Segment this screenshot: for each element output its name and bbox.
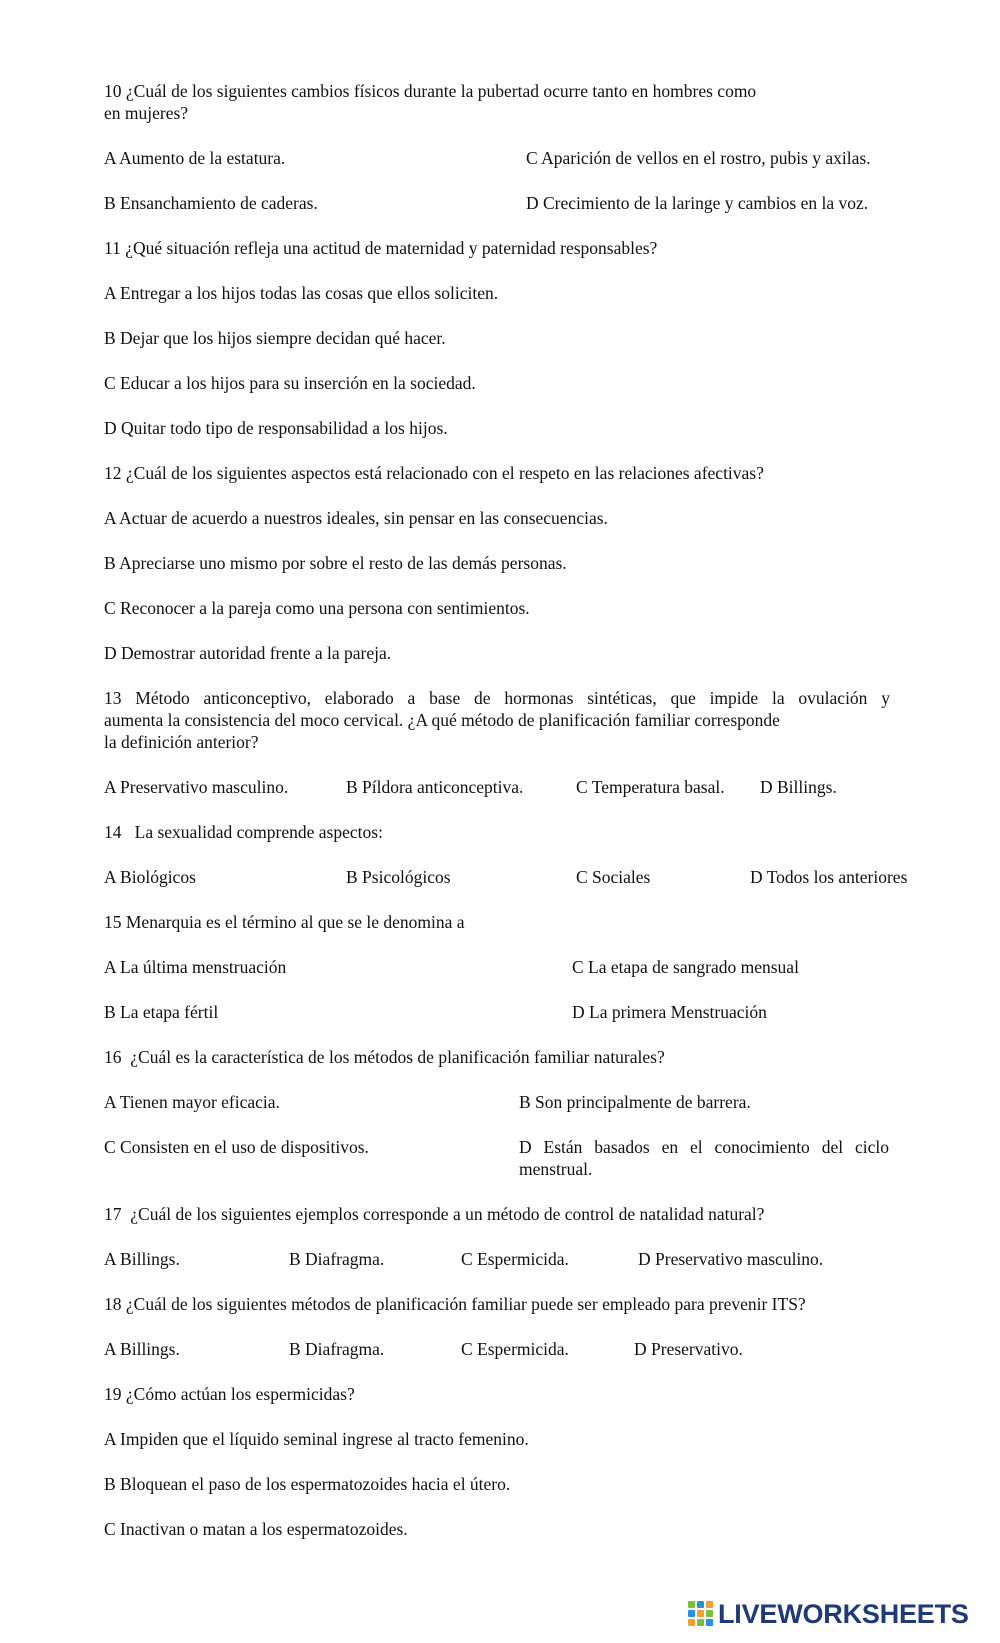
q13-option-d[interactable]: D Billings. [760,777,837,797]
q19-option-c[interactable]: C Inactivan o matan a los espermatozoides. [104,1519,408,1539]
q15-text: 15 Menarquia es el término al que se le denomina a [104,912,465,932]
q14-option-d[interactable]: D Todos los anteriores [750,867,908,887]
q10-option-a[interactable]: A Aumento de la estatura. [104,148,286,168]
liveworksheets-logo [688,1599,969,1629]
q16-text: 16 ¿Cuál es la característica de los métodos de planificación familiar naturales? [104,1047,665,1067]
q16-option-a[interactable]: A Tienen mayor eficacia. [104,1092,280,1112]
q18-option-c[interactable]: C Espermicida. [461,1339,569,1359]
q16-option-d-line1[interactable]: D Están basados en el conocimiento del ciclo [519,1137,889,1157]
liveworksheets-logo-icon [688,1601,714,1627]
q15-option-b[interactable]: B La etapa fértil [104,1002,219,1022]
q13-option-c[interactable]: C Temperatura basal. [576,777,725,797]
q11-option-a[interactable]: A Entregar a los hijos todas las cosas que ellos soliciten. [104,283,499,303]
q16-option-b[interactable]: B Son principalmente de barrera. [519,1092,751,1112]
q17-option-a[interactable]: A Billings. [104,1249,180,1269]
q11-option-c[interactable]: C Educar a los hijos para su inserción en la sociedad. [104,373,476,393]
q13-text-line1: 13 Método anticonceptivo, elaborado a base de hormonas sintéticas, que impide la ovulación y [104,688,890,708]
q17-text: 17 ¿Cuál de los siguientes ejemplos corresponde a un método de control de natalidad natural? [104,1204,765,1224]
q14-option-b[interactable]: B Psicológicos [346,867,451,887]
q14-option-c[interactable]: C Sociales [576,867,651,887]
q17-option-c[interactable]: C Espermicida. [461,1249,569,1269]
q13-option-b[interactable]: B Píldora anticonceptiva. [346,777,524,797]
q17-option-d[interactable]: D Preservativo masculino. [638,1249,824,1269]
q16-option-d-line2[interactable]: menstrual. [519,1159,593,1179]
q14-option-a[interactable]: A Biológicos [104,867,196,887]
q16-option-c[interactable]: C Consisten en el uso de dispositivos. [104,1137,369,1157]
q14-text: 14 La sexualidad comprende aspectos: [104,822,383,842]
q11-option-b[interactable]: B Dejar que los hijos siempre decidan qué hacer. [104,328,446,348]
q12-option-a[interactable]: A Actuar de acuerdo a nuestros ideales, sin pensar en las consecuencias. [104,508,608,528]
q19-text: 19 ¿Cómo actúan los espermicidas? [104,1384,355,1404]
q12-option-d[interactable]: D Demostrar autoridad frente a la pareja. [104,643,392,663]
q18-option-b[interactable]: B Diafragma. [289,1339,385,1359]
liveworksheets-logo-text: LIVEWORKSHEETS [718,1599,969,1629]
q13-text-line2: aumenta la consistencia del moco cervical. ¿A qué método de planificación familiar corresponde [104,710,780,730]
q15-option-a[interactable]: A La última menstruación [104,957,287,977]
q19-option-b[interactable]: B Bloquean el paso de los espermatozoides hacia el útero. [104,1474,511,1494]
q10-option-c[interactable]: C Aparición de vellos en el rostro, pubis y axilas. [526,148,871,168]
q18-text: 18 ¿Cuál de los siguientes métodos de planificación familiar puede ser empleado para prevenir ITS? [104,1294,806,1314]
q13-option-a[interactable]: A Preservativo masculino. [104,777,289,797]
q10-text-line1: 10 ¿Cuál de los siguientes cambios físicos durante la pubertad ocurre tanto en hombres como [104,81,757,101]
q10-option-b[interactable]: B Ensanchamiento de caderas. [104,193,318,213]
q13-text-line3: la definición anterior? [104,732,259,752]
q12-option-c[interactable]: C Reconocer a la pareja como una persona con sentimientos. [104,598,530,618]
q12-text: 12 ¿Cuál de los siguientes aspectos está relacionado con el respeto en las relaciones afectivas? [104,463,764,483]
q15-option-c[interactable]: C La etapa de sangrado mensual [572,957,799,977]
q11-text: 11 ¿Qué situación refleja una actitud de maternidad y paternidad responsables? [104,238,658,258]
q10-text-line2: en mujeres? [104,103,189,123]
q12-option-b[interactable]: B Apreciarse uno mismo por sobre el resto de las demás personas. [104,553,567,573]
q18-option-d[interactable]: D Preservativo. [634,1339,743,1359]
q18-option-a[interactable]: A Billings. [104,1339,180,1359]
q17-option-b[interactable]: B Diafragma. [289,1249,385,1269]
q10-option-d[interactable]: D Crecimiento de la laringe y cambios en la voz. [526,193,869,213]
q11-option-d[interactable]: D Quitar todo tipo de responsabilidad a los hijos. [104,418,448,438]
q15-option-d[interactable]: D La primera Menstruación [572,1002,767,1022]
q19-option-a[interactable]: A Impiden que el líquido seminal ingrese al tracto femenino. [104,1429,529,1449]
